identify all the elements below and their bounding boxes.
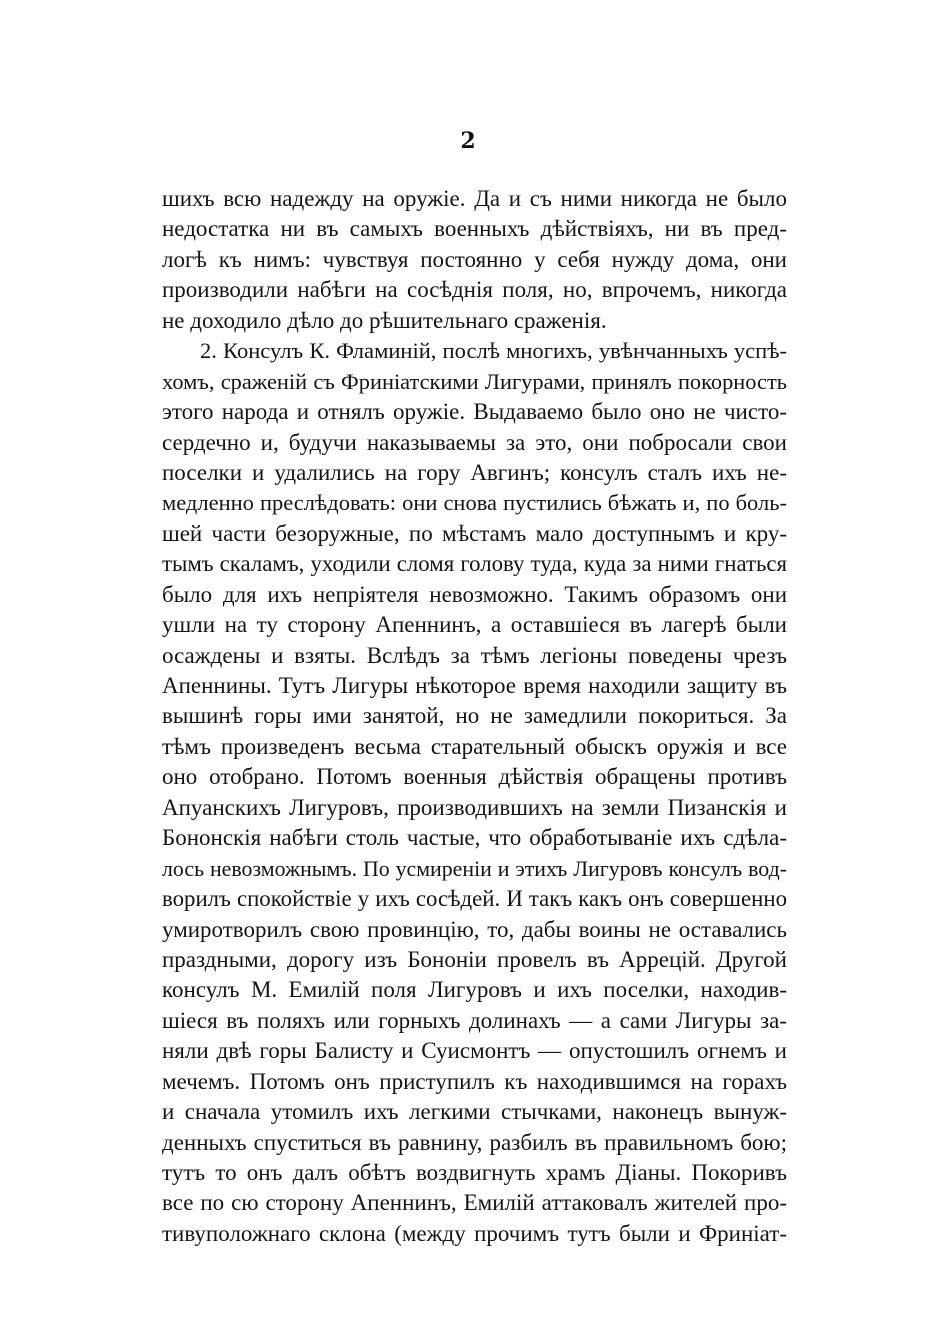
text-line: денныхъ спуститься въ равнину, разбилъ въ правильномъ бою; xyxy=(162,1129,787,1155)
body-text xyxy=(162,184,787,1249)
text-line: медленно преслѣдовать: они снова пустились бѣжать и, по боль- xyxy=(162,490,787,516)
text-line: логѣ къ нимъ: чувствуя постоянно у себя нужду дома, они xyxy=(162,246,787,272)
text-line: было для ихъ непріятеля невозможно. Такимъ образомъ они xyxy=(162,581,787,607)
text-line: няли двѣ горы Балисту и Суисмонтъ — опустошилъ огнемъ и xyxy=(162,1038,787,1064)
text-line: шихъ всю надежду на оружіе. Да и съ ними никогда не было xyxy=(162,186,787,211)
text-line: все по сю сторону Апеннинъ, Емилій аттаковалъ жителей про- xyxy=(162,1190,787,1216)
text-line: вышинѣ горы ими занятой, но не замедлили покориться. За xyxy=(162,703,787,729)
text-line: тымъ скаламъ, уходили сломя голову туда, куда за ними гнаться xyxy=(162,551,787,577)
text-line: осаждены и взяты. Вслѣдъ за тѣмъ легіоны поведены чрезъ xyxy=(162,642,787,668)
text-line: ушли на ту сторону Апеннинъ, а оставшіеся въ лагерѣ были xyxy=(162,612,787,638)
text-line: Апуанскихъ Лигуровъ, производившихъ на земли Пизанскія и xyxy=(162,794,787,820)
text-line: не доходило дѣло до рѣшительнаго сраженія. xyxy=(162,307,607,333)
text-line: 2. Консулъ К. Фламиній, послѣ многихъ, увѣнчанныхъ успѣ- xyxy=(200,338,787,364)
text-line: умиротворилъ свою провинцію, то, дабы воины не оставались xyxy=(162,916,787,942)
text-line: тивуположнаго склона (между прочимъ тутъ были и Фриніат- xyxy=(162,1220,787,1246)
text-line: хомъ, сраженій съ Фриніатскими Лигурами, принялъ покорность xyxy=(162,368,787,394)
text-line: шей части безоружные, по мѣстамъ мало доступнымъ и кру- xyxy=(162,520,787,546)
text-line: лось невозможнымъ. По усмиреніи и этихъ Лигуровъ консулъ вод- xyxy=(162,856,787,881)
page-number: 2 xyxy=(460,128,476,154)
text-line: этого народа и отнялъ оружіе. Выдаваемо было оно не чисто- xyxy=(162,399,787,425)
text-line: оно отобрано. Потомъ военныя дѣйствія обращены противъ xyxy=(162,764,787,790)
text-line: тутъ то онъ далъ обѣтъ воздвигнуть храмъ Діаны. Покоривъ xyxy=(162,1160,787,1185)
text-line: тѣмъ произведенъ весьма старательный обыскъ оружія и все xyxy=(162,733,787,759)
text-line: недостатка ни въ самыхъ военныхъ дѣйствіяхъ, ни въ пред- xyxy=(162,216,787,242)
text-line: праздными, дорогу изъ Бононіи провелъ въ Аррецій. Другой xyxy=(162,946,787,972)
text-line: и сначала утомилъ ихъ легкими стычками, наконецъ вынуж- xyxy=(162,1099,787,1125)
text-line: консулъ М. Емилій поля Лигуровъ и ихъ поселки, находив- xyxy=(162,977,787,1003)
text-line: сердечно и, будучи наказываемы за это, они побросали свои xyxy=(162,429,787,455)
text-line: Бононскія набѣги столь частые, что обработываніе ихъ сдѣла- xyxy=(162,825,787,851)
text-line: поселки и удалились на гору Авгинъ; консулъ сталъ ихъ не- xyxy=(162,459,787,485)
text-line: производили набѣги на сосѣднія поля, но, впрочемъ, никогда xyxy=(162,277,787,303)
text-line: шіеся въ поляхъ или горныхъ долинахъ — а сами Лигуры за- xyxy=(162,1007,787,1033)
text-line: Апеннины. Тутъ Лигуры нѣкоторое время находили защиту въ xyxy=(162,673,787,698)
text-line: мечемъ. Потомъ онъ приступилъ къ находившимся на горахъ xyxy=(162,1068,787,1094)
text-line: ворилъ спокойствіе у ихъ сосѣдей. И такъ какъ онъ совершенно xyxy=(162,886,787,912)
